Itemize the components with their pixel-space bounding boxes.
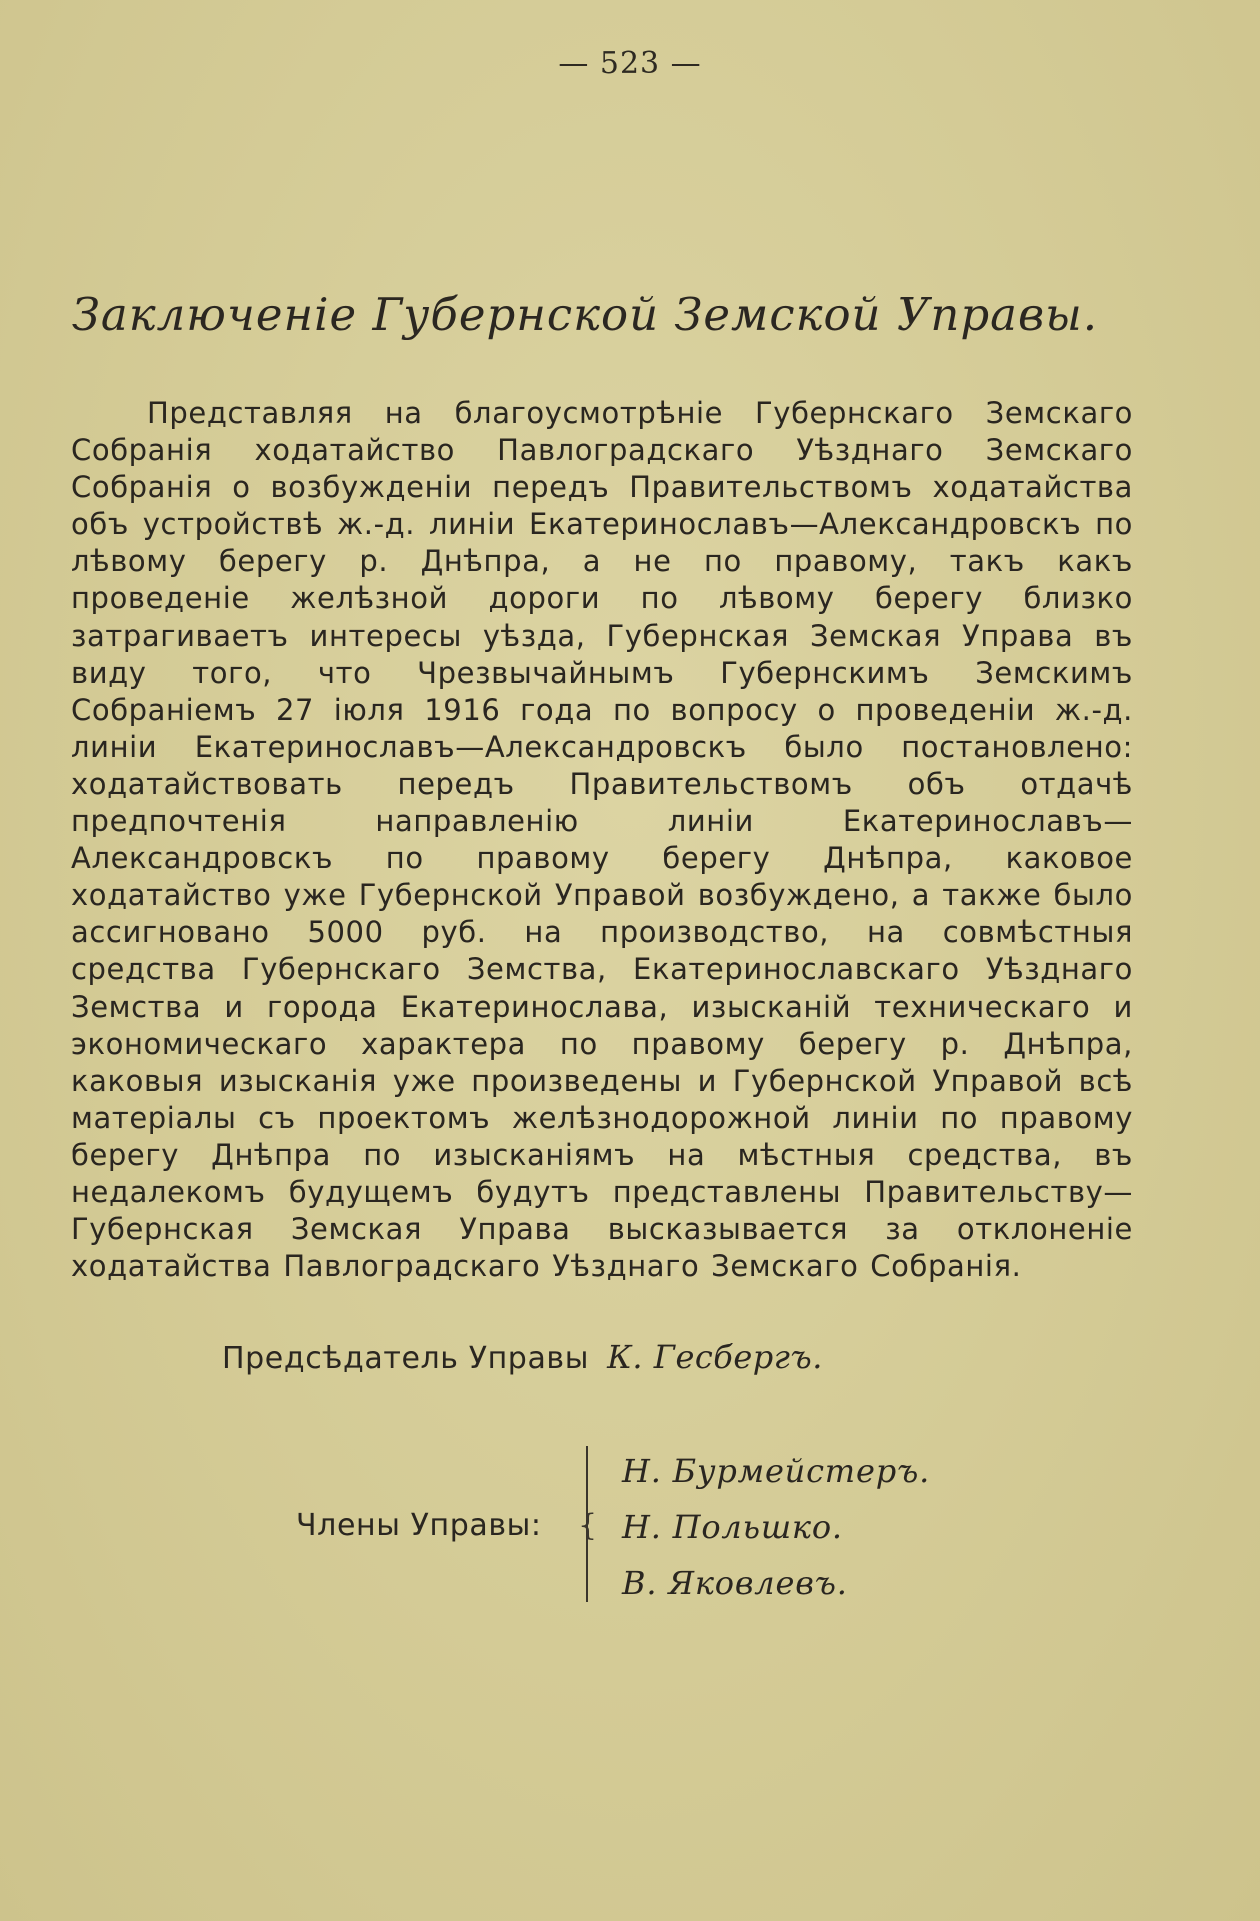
chairman-signature: К. Гесбергъ.	[607, 1338, 823, 1376]
members-label: Члены Управы:	[296, 1508, 542, 1543]
members-brace-tip: {	[578, 1508, 598, 1543]
member-name: В. Яковлевъ.	[622, 1564, 848, 1602]
member-name: Н. Польшко.	[622, 1508, 843, 1546]
chairman-line	[222, 1338, 823, 1376]
document-heading: Заключеніе Губернской Земской Управы.	[71, 288, 1099, 341]
chairman-label: Предсѣдатель Управы	[222, 1341, 589, 1376]
page-number: — 523 —	[558, 46, 702, 81]
body-paragraph: Представляя на благоусмотрѣніе Губернскаго Земскаго Собранія ходатайство Павлоградскаго Уѣзднаго Земскаго Собранія о возбужденіи передъ Правительствомъ ходатайства объ устройствѣ ж.-д. линіи Екатеринославъ—Александровскъ по лѣвому берегу р. Днѣпра, а не по правому, такъ какъ проведеніе желѣзной дороги по лѣвому берегу близко затрагиваетъ интересы уѣзда, Губернская Земская Управа въ виду того, что Чрезвычайнымъ Губернскимъ Земскимъ Собраніемъ 27 іюля 1916 года по вопросу о проведеніи ж.-д. линіи Екатеринославъ—Александровскъ было постановлено: ходатайствовать передъ Правительствомъ объ отдачѣ предпочтенія направленію линіи Екатеринославъ—Александровскъ по правому берегу Днѣпра, каковое ходатайство уже Губернской Управой возбуждено, а также было ассигновано 5000 руб. на производство, на совмѣстныя средства Губернскаго Земства, Екатеринославскаго Уѣзднаго Земства и города Екатеринослава, изысканій техническаго и экономическаго характера по правому берегу р. Днѣпра, каковыя изысканія уже произведены и Губернской Управой всѣ матеріалы съ проектомъ желѣзнодорожной линіи по правому берегу Днѣпра по изысканіямъ на мѣстныя средства, въ недалекомъ будущемъ будутъ представлены Правительству—Губернская Земская Управа высказывается за отклоненіе ходатайства Павлоградскаго Уѣзднаго Земскаго Собранія.	[71, 396, 1133, 1284]
member-name: Н. Бурмейстеръ.	[622, 1452, 931, 1490]
